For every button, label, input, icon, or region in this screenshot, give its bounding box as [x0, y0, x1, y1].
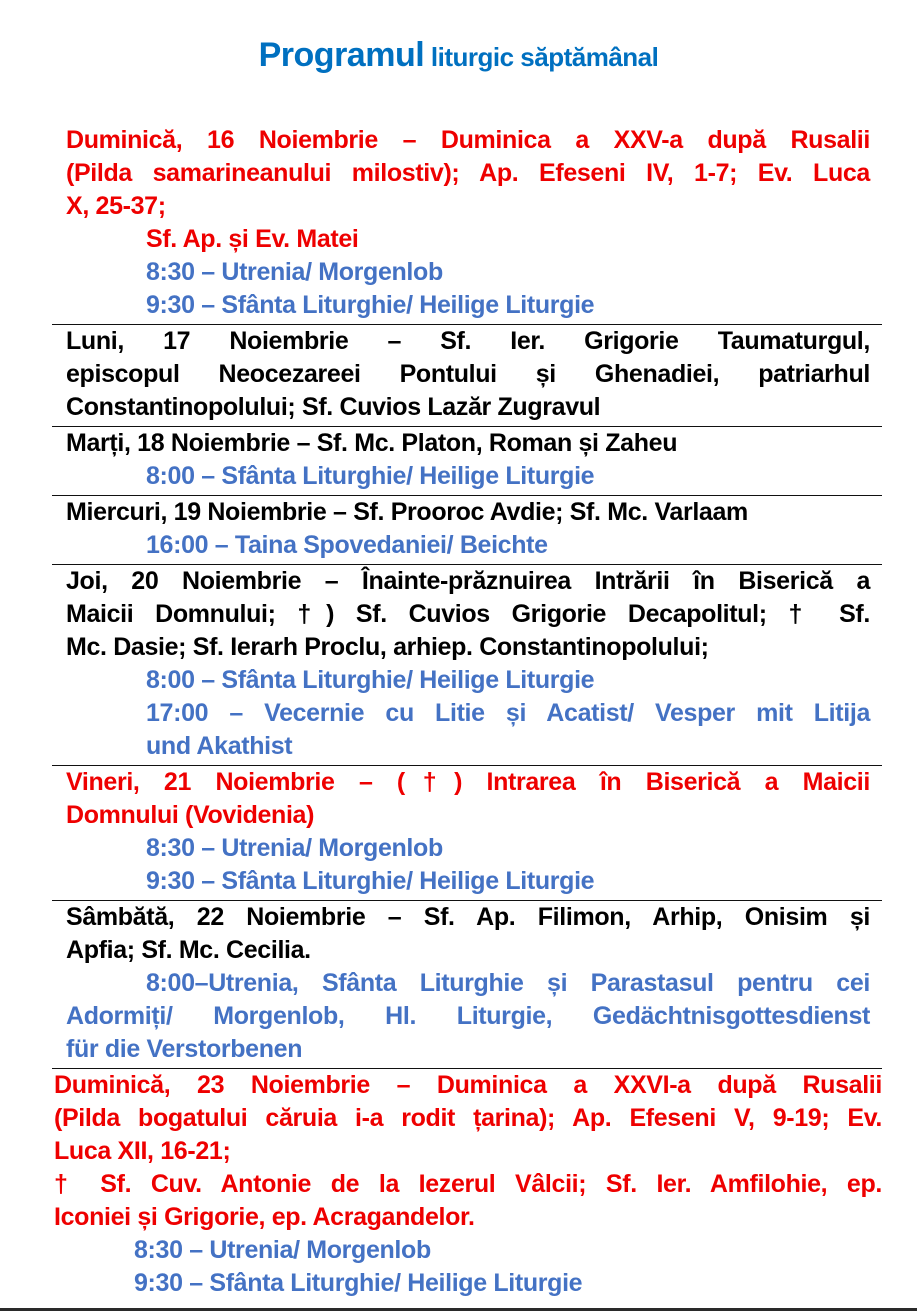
service-line: 17:00 – Vecernie cu Litie și Acatist/ Vesper mit Litija	[146, 699, 870, 727]
title-main: Programul	[258, 36, 425, 74]
service-line: und Akathist	[146, 732, 293, 760]
service-line: 9:30 – Sfânta Liturghie/ Heilige Liturgie	[146, 867, 595, 895]
service-line: 16:00 – Taina Spovedaniei/ Beichte	[146, 531, 548, 559]
saint-line: † Sf. Cuv. Antonie de la Iezerul Vâlcii; Sf. Ier. Amfilohie, ep.	[54, 1170, 882, 1198]
day-entry-friday-21	[52, 765, 882, 900]
day-entry-saturday-22	[52, 900, 882, 1068]
day-heading: Constantinopolului; Sf. Cuvios Lazăr Zugravul	[66, 393, 601, 421]
page-title	[0, 36, 917, 75]
day-heading: Vineri, 21 Noiembrie – (†) Intrarea în Biserică a Maicii	[66, 768, 870, 796]
day-entry-monday-17	[52, 324, 882, 426]
day-heading: X, 25-37;	[66, 192, 166, 220]
day-heading: Apfia; Sf. Mc. Cecilia.	[66, 936, 311, 964]
service-line: 8:30 – Utrenia/ Morgenlob	[146, 258, 443, 286]
day-heading: Duminică, 23 Noiembrie – Duminica a XXVI-a după Rusalii	[54, 1071, 882, 1099]
day-heading: Luca XII, 16-21;	[54, 1137, 231, 1165]
day-heading: Sâmbătă, 22 Noiembrie – Sf. Ap. Filimon, Arhip, Onisim și	[66, 903, 870, 931]
service-line: 9:30 – Sfânta Liturghie/ Heilige Liturgie	[134, 1269, 583, 1297]
day-entry-sunday-16	[52, 124, 882, 324]
service-line: für die Verstorbenen	[66, 1035, 303, 1063]
day-heading: (Pilda samarineanului milostiv); Ap. Efeseni IV, 1-7; Ev. Luca	[66, 159, 870, 187]
service-line: 8:00 – Sfânta Liturghie/ Heilige Liturgie	[146, 462, 595, 490]
day-entry-tuesday-18	[52, 426, 882, 495]
day-entry-sunday-23	[52, 1068, 882, 1302]
service-line: 8:30 – Utrenia/ Morgenlob	[134, 1236, 431, 1264]
day-entry-thursday-20	[52, 564, 882, 765]
day-heading: Miercuri, 19 Noiembrie – Sf. Prooroc Avdie; Sf. Mc. Varlaam	[66, 498, 748, 526]
service-line: Adormiți/ Morgenlob, Hl. Liturgie, Gedächtnisgottesdienst	[66, 1002, 870, 1030]
day-heading: episcopul Neocezareei Pontului și Ghenadiei, patriarhul	[66, 360, 870, 388]
schedule-document	[52, 124, 882, 1302]
day-heading: Marți, 18 Noiembrie – Sf. Mc. Platon, Roman și Zaheu	[66, 429, 678, 457]
day-heading: (Pilda bogatului căruia i-a rodit țarina); Ap. Efeseni V, 9-19; Ev.	[54, 1104, 882, 1132]
day-entry-wednesday-19	[52, 495, 882, 564]
service-line: 8:00–Utrenia, Sfânta Liturghie și Parastasul pentru cei	[146, 969, 870, 997]
day-heading: Mc. Dasie; Sf. Ierarh Proclu, arhiep. Constantinopolului;	[66, 633, 709, 661]
title-sub: liturgic săptămânal	[430, 42, 659, 72]
day-heading: Luni, 17 Noiembrie – Sf. Ier. Grigorie Taumaturgul,	[66, 327, 870, 355]
service-line: 9:30 – Sfânta Liturghie/ Heilige Liturgie	[146, 291, 595, 319]
saint-line: Iconiei și Grigorie, ep. Acragandelor.	[54, 1203, 475, 1231]
day-heading: Joi, 20 Noiembrie – Înainte-prăznuirea Intrării în Biserică a	[66, 567, 870, 595]
saint-line: Sf. Ap. și Ev. Matei	[146, 225, 359, 253]
day-heading: Duminică, 16 Noiembrie – Duminica a XXV-a după Rusalii	[66, 126, 870, 154]
day-heading: Maicii Domnului; †) Sf. Cuvios Grigorie Decapolitul; † Sf.	[66, 600, 870, 628]
service-line: 8:00 – Sfânta Liturghie/ Heilige Liturgie	[146, 666, 595, 694]
day-heading: Domnului (Vovidenia)	[66, 801, 315, 829]
service-line: 8:30 – Utrenia/ Morgenlob	[146, 834, 443, 862]
